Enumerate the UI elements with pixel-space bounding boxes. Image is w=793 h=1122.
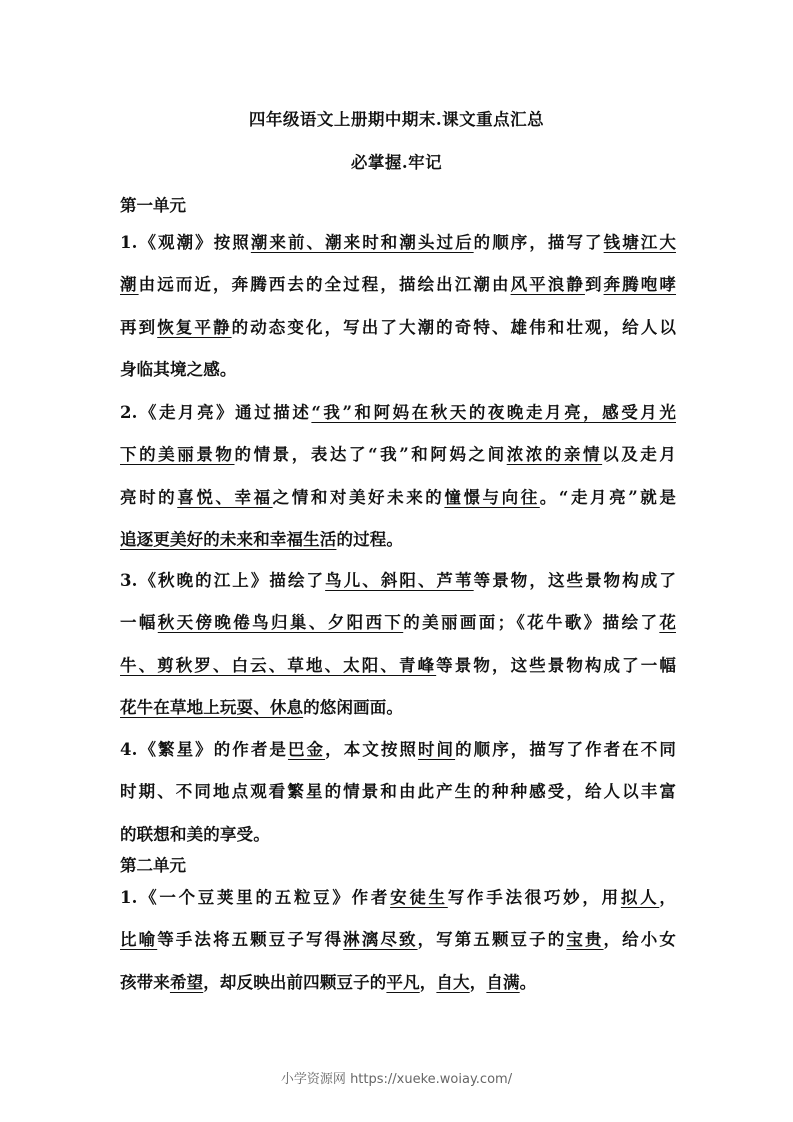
text-segment: 等景物，这些景物构成了一幅 [436,655,676,675]
key-point-underlined: 时间 [417,740,456,759]
text-segment: ，给小女 [603,930,676,950]
text-segment: 。“走月亮”就是 [539,487,676,507]
text-segment: 写作手法很巧妙，用 [447,888,621,907]
text-segment: 的顺序，描写了 [473,233,604,252]
text-segment: 一幅 [120,613,158,633]
key-point-underlined: 鸟儿、斜阳、芦苇 [325,571,474,590]
paragraph [120,877,676,1004]
key-point-underlined: 风平浪静 [510,275,585,295]
text-segment: ，却反映出前四颗豆子的 [203,972,387,992]
key-point-underlined: 希望 [169,972,204,992]
text-line [120,771,676,813]
footer-url[interactable]: https://xueke.woiay.com/ [350,1072,513,1087]
key-point-underlined: 秋天傍晚倦鸟归巢、夕阳西下 [157,613,404,633]
key-point-underlined: 自大 [436,972,470,992]
key-point-underlined: 憧憬与向往 [444,487,540,507]
text-segment: 之情和对美好未来的 [272,487,445,507]
text-line [120,962,676,1004]
document-title: 四年级语文上册期中期末.课文重点汇总 [248,110,545,129]
text-segment: 到 [584,275,604,295]
text-line [120,560,676,602]
text-line [120,919,676,961]
key-point-underlined: 下的美丽景物 [120,445,235,465]
unit-2-heading: 第二单元 [120,856,186,875]
text-segment: 的过程。 [336,529,404,549]
text-segment: 4.《繁星》的作者是 [120,740,288,759]
text-segment: ， [469,972,487,992]
text-line [120,729,676,771]
key-point-underlined: 自满 [486,972,520,992]
text-segment: 等景物，这些景物构成了 [473,571,676,590]
text-segment: 的悠闲画面。 [303,697,404,717]
text-line [120,645,676,687]
text-segment: ， [419,972,437,992]
text-segment: 的顺序，描写了作者在不同 [455,740,676,759]
key-point-underlined: 拟人 [620,888,660,907]
key-point-underlined: 花牛在草地上玩耍、休息 [120,697,304,717]
text-segment: 孩带来 [120,972,170,992]
paragraph [120,560,676,729]
text-segment: 时期、不同地点观看繁星的情景和由此产生的种种感受，给人以丰富 [120,782,676,802]
key-point-underlined: 浓浓的亲情 [506,445,603,465]
key-point-underlined: 平凡 [386,972,420,992]
text-segment: 的联想和美的享受。 [120,824,270,844]
text-segment: 等手法将五颗豆子写得 [157,930,344,950]
text-segment: 1.《一个豆荚里的五粒豆》作者 [120,888,391,907]
text-segment: ， [659,888,676,907]
key-point-underlined: 潮 [120,275,139,295]
text-segment: ，本文按照 [325,740,418,759]
key-point-underlined: “我”和阿妈在秋天的夜晚走月亮，感受月光 [311,403,676,422]
text-segment: 2.《走月亮》通过描述 [120,403,312,422]
text-segment: ，写第五颗豆子的 [417,930,567,950]
text-segment: 以及走月 [602,445,677,465]
key-point-underlined: 恢复平静 [157,317,232,337]
text-segment: 身临其境之感。 [120,359,237,379]
key-point-underlined: 花 [659,613,676,633]
unit-1-heading: 第一单元 [120,196,186,215]
key-point-underlined: 牛、剪秋罗、白云、草地、太阳、青峰 [120,655,437,675]
text-segment: 由远而近，奔腾西去的全过程，描绘出江潮由 [138,275,511,295]
text-line [120,877,676,919]
text-segment: 再到 [120,317,158,337]
text-line [120,349,676,391]
text-line [120,477,676,519]
text-line [120,434,676,476]
text-segment: 的情景，表达了“我”和阿妈之间 [234,445,507,465]
text-line [120,519,676,561]
text-segment: 的美丽画面；《花牛歌》描绘了 [403,613,660,633]
paragraph [120,392,676,561]
key-point-underlined: 宝贵 [566,930,604,950]
key-point-underlined: 喜悦、幸福 [177,487,273,507]
key-point-underlined: 淋漓尽致 [343,930,418,950]
key-point-underlined: 安徒生 [390,888,448,907]
footer-site-name: 小学资源网 [280,1072,346,1087]
text-segment: 。 [519,972,537,992]
text-line [120,264,676,306]
key-point-underlined: 比喻 [120,930,158,950]
text-segment: 3.《秋晚的江上》描绘了 [120,571,326,590]
text-line [120,814,676,856]
text-line [120,687,676,729]
key-point-underlined: 追逐更美好的未来和幸福生活 [120,529,337,549]
document-subtitle: 必掌握.牢记 [350,153,443,172]
text-line [120,307,676,349]
key-point-underlined: 钱塘江大 [603,233,676,252]
text-segment: 亮时的 [120,487,178,507]
footer-watermark [0,1068,793,1087]
text-line [120,602,676,644]
text-segment: 的动态变化，写出了大潮的奇特、雄伟和壮观，给人以 [231,317,676,337]
paragraph [120,222,676,391]
key-point-underlined: 潮来前、潮来时和潮头过后 [250,233,474,252]
text-segment: 1.《观潮》按照 [120,233,251,252]
paragraph [120,729,676,856]
text-line [120,222,676,264]
key-point-underlined: 巴金 [287,740,326,759]
text-line [120,392,676,434]
key-point-underlined: 奔腾咆哮 [603,275,677,295]
